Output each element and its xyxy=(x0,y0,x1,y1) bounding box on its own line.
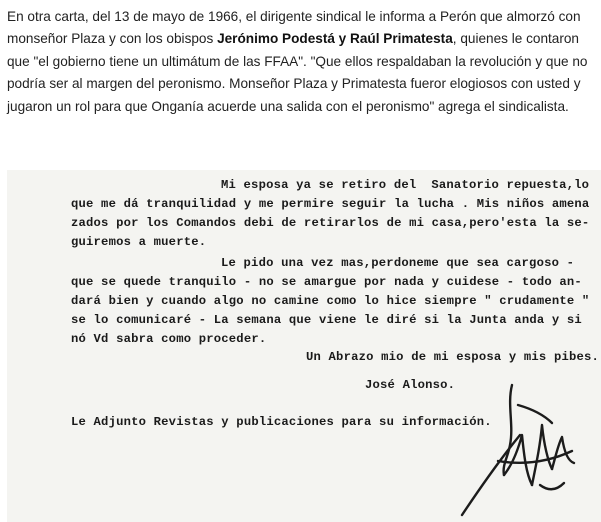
letter-line: dará bien y cuando algo no camine como lo hice siempre " crudamente " xyxy=(71,294,590,308)
letter-line: se lo comunicaré - La semana que viene le diré si la Junta anda y si xyxy=(71,313,582,327)
letter-line: nó Vd sabra como proceder. xyxy=(71,332,267,346)
letter-signature-name: José Alonso. xyxy=(365,378,456,392)
intro-text-part2: , quienes le contaron que "el gobierno tiene un ultimátum de las FFAA". "Que ellos respaldaban la revolución y que no podría ser al margen del peronismo. Monseñor Plaza y Primatesta fueror elogiosos con usted y jugaron un rol para que Onganía acuerde una salida con el peronismo" agrega el sindicalista. xyxy=(7,31,588,114)
intro-bold-names: Jerónimo Podestá y Raúl Primatesta xyxy=(217,31,453,47)
letter-closing: Un Abrazo mio de mi esposa y mis pibes. xyxy=(306,350,600,364)
letter-line: Le pido una vez mas,perdoneme que sea cargoso - xyxy=(221,256,575,270)
letter-line: que se quede tranquilo - no se amargue por nada y cuidese - todo an- xyxy=(71,275,582,289)
letter-line: que me dá tranquilidad y me permire seguir la lucha . Mis niños amena xyxy=(71,197,590,211)
letter-line: Mi esposa ya se retiro del Sanatorio repuesta,lo xyxy=(221,178,590,192)
letter-line: zados por los Comandos debi de retirarlos de mi casa,pero'esta la se- xyxy=(71,216,590,230)
letter-postscript: Le Adjunto Revistas y publicaciones para su información. xyxy=(71,415,492,429)
typewritten-letter-image xyxy=(7,170,601,522)
letter-line: guiremos a muerte. xyxy=(71,235,207,249)
intro-paragraph xyxy=(7,6,597,118)
handwritten-signature xyxy=(452,365,601,520)
intro-text-part1: En otra carta, del 13 de mayo de 1966, el dirigente sindical le informa a Perón que almorzó con monseñor Plaza y con los obispos xyxy=(7,9,581,47)
